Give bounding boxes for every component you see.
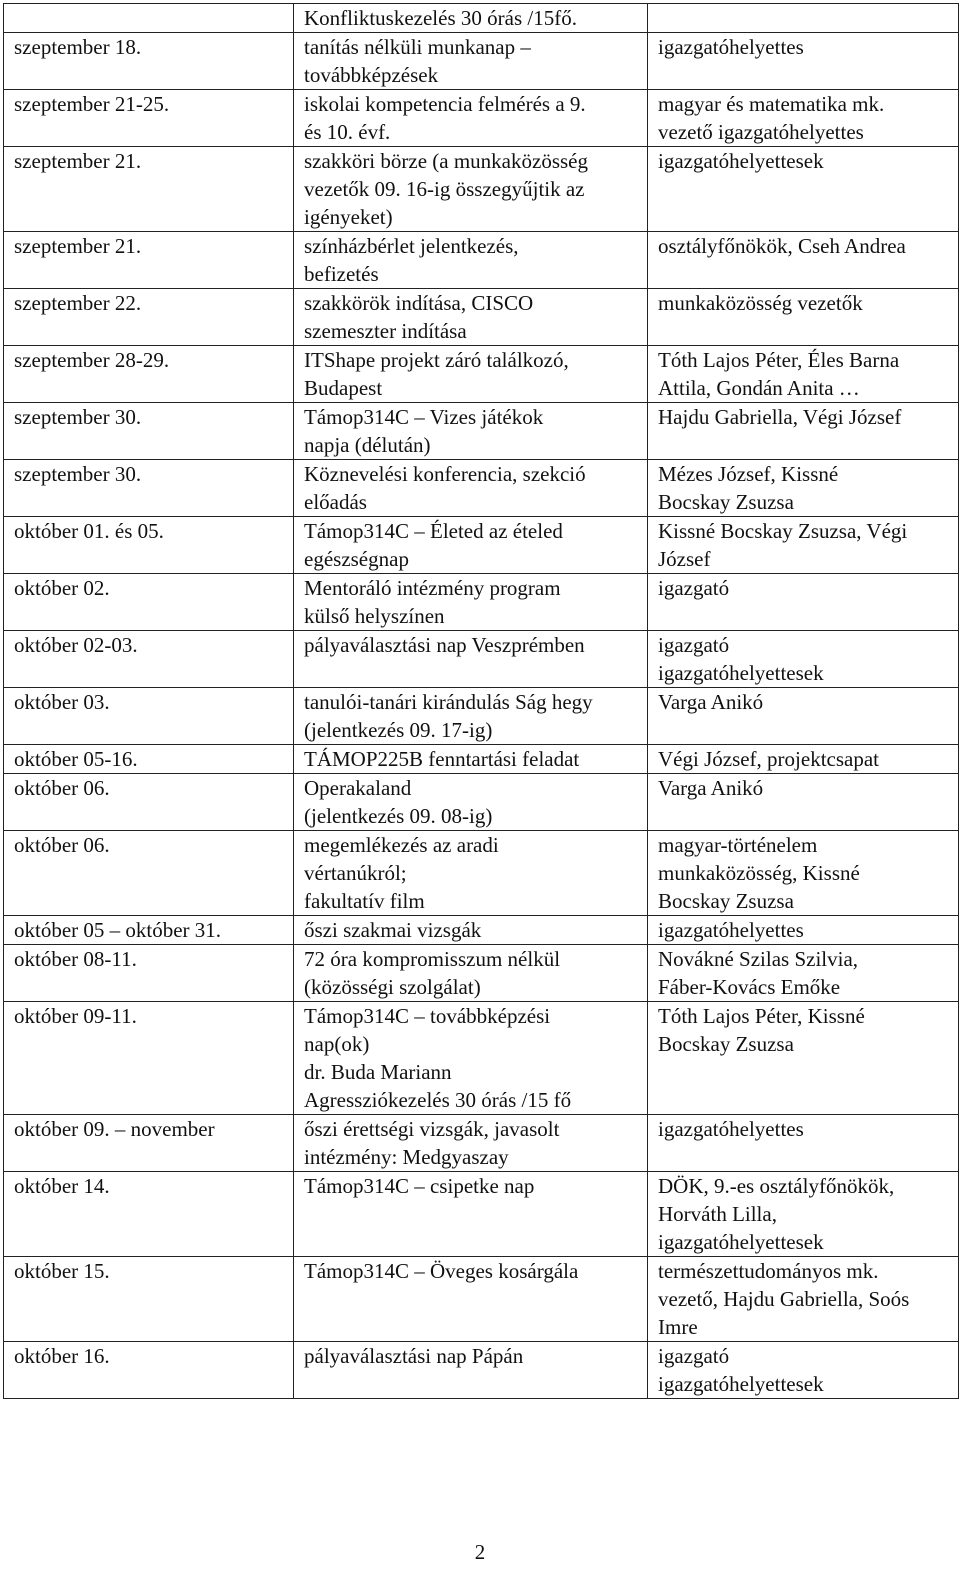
event-cell: Köznevelési konferencia, szekció előadás (294, 460, 648, 517)
event-cell: TÁMOP225B fenntartási feladat (294, 745, 648, 774)
table-row (4, 4, 959, 33)
event-cell: színházbérlet jelentkezés, befizetés (294, 232, 648, 289)
responsible-cell: Végi József, projektcsapat (648, 745, 959, 774)
event-cell: Támop314C – csipetke nap (294, 1172, 648, 1257)
table-row (4, 90, 959, 147)
event-cell: Konfliktuskezelés 30 órás /15fő. (294, 4, 648, 33)
responsible-cell: Novákné Szilas Szilvia, Fáber-Kovács Emőke (648, 945, 959, 1002)
event-cell: tanulói-tanári kirándulás Ság hegy (jelentkezés 09. 17-ig) (294, 688, 648, 745)
date-cell: szeptember 18. (4, 33, 294, 90)
date-cell: október 01. és 05. (4, 517, 294, 574)
event-cell: pályaválasztási nap Veszprémben (294, 631, 648, 688)
responsible-cell: igazgató igazgatóhelyettesek (648, 631, 959, 688)
table-row (4, 745, 959, 774)
event-cell: Támop314C – Öveges kosárgála (294, 1257, 648, 1342)
date-cell: október 09-11. (4, 1002, 294, 1115)
page-number: 2 (474, 1540, 486, 1564)
date-cell (4, 4, 294, 33)
event-cell: őszi szakmai vizsgák (294, 916, 648, 945)
table-row (4, 517, 959, 574)
responsible-cell (648, 4, 959, 33)
date-cell: szeptember 21-25. (4, 90, 294, 147)
date-cell: október 02-03. (4, 631, 294, 688)
event-cell: pályaválasztási nap Pápán (294, 1342, 648, 1399)
table-row (4, 1342, 959, 1399)
responsible-cell: Tóth Lajos Péter, Kissné Bocskay Zsuzsa (648, 1002, 959, 1115)
event-cell: szakköri börze (a munkaközösség vezetők 09. 16-ig összegyűjtik az igényeket) (294, 147, 648, 232)
table-row (4, 33, 959, 90)
table-row (4, 147, 959, 232)
event-cell: ITShape projekt záró találkozó, Budapest (294, 346, 648, 403)
table-row (4, 1172, 959, 1257)
event-cell: iskolai kompetencia felmérés a 9. és 10. évf. (294, 90, 648, 147)
table-row (4, 1002, 959, 1115)
table-row (4, 688, 959, 745)
date-cell: szeptember 30. (4, 403, 294, 460)
event-cell: 72 óra kompromisszum nélkül (közösségi szolgálat) (294, 945, 648, 1002)
table-row (4, 403, 959, 460)
table-row (4, 1115, 959, 1172)
date-cell: október 14. (4, 1172, 294, 1257)
responsible-cell: igazgatóhelyettes (648, 916, 959, 945)
date-cell: október 15. (4, 1257, 294, 1342)
date-cell: október 03. (4, 688, 294, 745)
date-cell: október 06. (4, 774, 294, 831)
event-cell: Támop314C – továbbképzési nap(ok) dr. Buda Mariann Agressziókezelés 30 órás /15 fő (294, 1002, 648, 1115)
table-row (4, 945, 959, 1002)
date-cell: október 05-16. (4, 745, 294, 774)
table-row (4, 916, 959, 945)
event-cell: őszi érettségi vizsgák, javasolt intézmény: Medgyaszay (294, 1115, 648, 1172)
table-row (4, 232, 959, 289)
responsible-cell: természettudományos mk. vezető, Hajdu Gabriella, Soós Imre (648, 1257, 959, 1342)
event-cell: Operakaland (jelentkezés 09. 08-ig) (294, 774, 648, 831)
responsible-cell: osztályfőnökök, Cseh Andrea (648, 232, 959, 289)
responsible-cell: igazgató igazgatóhelyettesek (648, 1342, 959, 1399)
event-cell: Támop314C – Vizes játékok napja (délután) (294, 403, 648, 460)
responsible-cell: Varga Anikó (648, 774, 959, 831)
table-row (4, 831, 959, 916)
event-cell: Mentoráló intézmény program külső helyszínen (294, 574, 648, 631)
responsible-cell: Tóth Lajos Péter, Éles Barna Attila, Gondán Anita … (648, 346, 959, 403)
date-cell: szeptember 30. (4, 460, 294, 517)
schedule-body (4, 4, 959, 1399)
date-cell: október 08-11. (4, 945, 294, 1002)
date-cell: október 02. (4, 574, 294, 631)
table-row (4, 289, 959, 346)
date-cell: szeptember 21. (4, 232, 294, 289)
date-cell: szeptember 28-29. (4, 346, 294, 403)
responsible-cell: munkaközösség vezetők (648, 289, 959, 346)
event-cell: megemlékezés az aradi vértanúkról; fakultatív film (294, 831, 648, 916)
table-row (4, 346, 959, 403)
table-row (4, 1257, 959, 1342)
responsible-cell: magyar és matematika mk. vezető igazgatóhelyettes (648, 90, 959, 147)
date-cell: október 05 – október 31. (4, 916, 294, 945)
responsible-cell: DÖK, 9.-es osztályfőnökök, Horváth Lilla, igazgatóhelyettesek (648, 1172, 959, 1257)
event-cell: Támop314C – Életed az ételed egészségnap (294, 517, 648, 574)
event-cell: szakkörök indítása, CISCO szemeszter indítása (294, 289, 648, 346)
schedule-table (3, 3, 959, 1399)
event-cell: tanítás nélküli munkanap – továbbképzések (294, 33, 648, 90)
date-cell: október 09. – november (4, 1115, 294, 1172)
table-row (4, 774, 959, 831)
date-cell: október 06. (4, 831, 294, 916)
responsible-cell: Kissné Bocskay Zsuzsa, Végi József (648, 517, 959, 574)
responsible-cell: igazgatóhelyettes (648, 1115, 959, 1172)
responsible-cell: igazgatóhelyettes (648, 33, 959, 90)
responsible-cell: igazgatóhelyettesek (648, 147, 959, 232)
responsible-cell: Mézes József, Kissné Bocskay Zsuzsa (648, 460, 959, 517)
date-cell: szeptember 21. (4, 147, 294, 232)
table-row (4, 574, 959, 631)
responsible-cell: Varga Anikó (648, 688, 959, 745)
table-row (4, 460, 959, 517)
responsible-cell: magyar-történelem munkaközösség, Kissné Bocskay Zsuzsa (648, 831, 959, 916)
table-row (4, 631, 959, 688)
date-cell: október 16. (4, 1342, 294, 1399)
responsible-cell: Hajdu Gabriella, Végi József (648, 403, 959, 460)
responsible-cell: igazgató (648, 574, 959, 631)
date-cell: szeptember 22. (4, 289, 294, 346)
